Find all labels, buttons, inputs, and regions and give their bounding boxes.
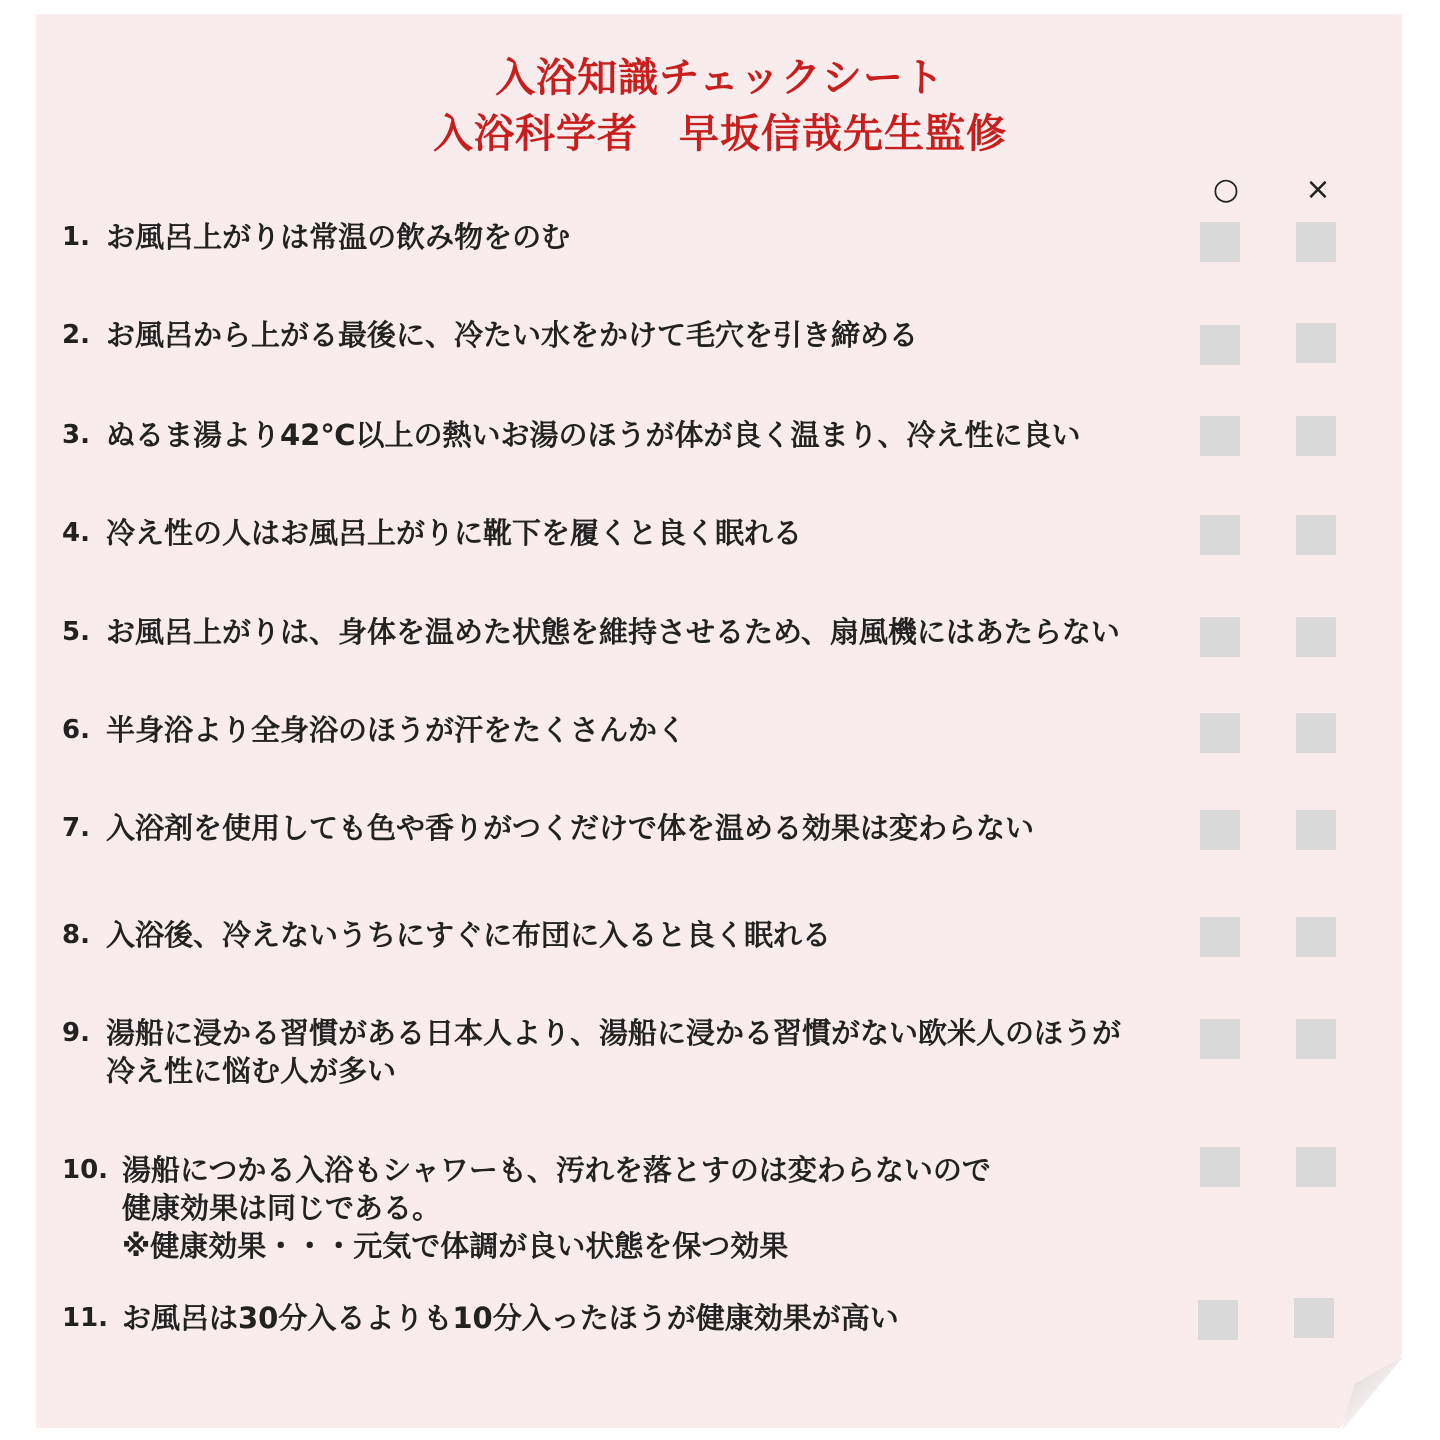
question-2-number: 2.	[62, 320, 90, 350]
question-11-correct-checkbox[interactable]	[1198, 1300, 1238, 1340]
question-8-incorrect-checkbox[interactable]	[1296, 917, 1336, 957]
question-10-correct-checkbox[interactable]	[1200, 1147, 1240, 1187]
column-header-incorrect: ×	[1305, 172, 1331, 207]
question-7-incorrect-checkbox[interactable]	[1296, 810, 1336, 850]
question-10-text: 湯船につかる入浴もシャワーも、汚れを落とすのは変わらないので 健康効果は同じである。 ※健康効果・・・元気で体調が良い状態を保つ効果	[122, 1153, 991, 1263]
question-4-incorrect-checkbox[interactable]	[1296, 515, 1336, 555]
question-3-number: 3.	[62, 420, 90, 450]
question-5-text: お風呂上がりは、身体を温めた状態を維持させるため、扇風機にはあたらない	[106, 615, 1120, 649]
column-header-correct: ○	[1212, 172, 1240, 207]
question-8-correct-checkbox[interactable]	[1200, 917, 1240, 957]
question-8-number: 8.	[62, 920, 90, 950]
question-10-number: 10.	[62, 1155, 109, 1185]
sheet-subtitle: 入浴科学者 早坂信哉先生監修	[433, 111, 1007, 157]
question-11-incorrect-checkbox[interactable]	[1294, 1298, 1334, 1338]
question-9-correct-checkbox[interactable]	[1200, 1019, 1240, 1059]
question-7-correct-checkbox[interactable]	[1200, 810, 1240, 850]
question-6-text: 半身浴より全身浴のほうが汗をたくさんかく	[106, 713, 687, 747]
question-2-correct-checkbox[interactable]	[1200, 325, 1240, 365]
question-3-correct-checkbox[interactable]	[1200, 416, 1240, 456]
question-1-incorrect-checkbox[interactable]	[1296, 222, 1336, 262]
sheet-title: 入浴知識チェックシート	[495, 55, 945, 101]
question-3-text: ぬるま湯より42℃以上の熱いお湯のほうが体が良く温まり、冷え性に良い	[106, 418, 1081, 452]
question-4-correct-checkbox[interactable]	[1200, 515, 1240, 555]
question-7-text: 入浴剤を使用しても色や香りがつくだけで体を温める効果は変わらない	[106, 811, 1035, 845]
question-9-text: 湯船に浸かる習慣がある日本人より、湯船に浸かる習慣がない欧米人のほうが 冷え性に悩む人が多い	[106, 1016, 1122, 1088]
question-7-number: 7.	[62, 813, 90, 843]
question-5-incorrect-checkbox[interactable]	[1296, 617, 1336, 657]
question-9-number: 9.	[62, 1018, 90, 1048]
question-8-text: 入浴後、冷えないうちにすぐに布団に入ると良く眠れる	[106, 918, 832, 952]
question-9-incorrect-checkbox[interactable]	[1296, 1019, 1336, 1059]
question-6-number: 6.	[62, 715, 90, 745]
question-6-incorrect-checkbox[interactable]	[1296, 713, 1336, 753]
question-1-correct-checkbox[interactable]	[1200, 222, 1240, 262]
question-11-number: 11.	[62, 1303, 109, 1333]
question-4-text: 冷え性の人はお風呂上がりに靴下を履くと良く眠れる	[106, 516, 803, 550]
question-2-incorrect-checkbox[interactable]	[1296, 323, 1336, 363]
question-10-incorrect-checkbox[interactable]	[1296, 1147, 1336, 1187]
question-11-text: お風呂は30分入るよりも10分入ったほうが健康効果が高い	[122, 1301, 899, 1335]
question-4-number: 4.	[62, 518, 90, 548]
question-5-number: 5.	[62, 617, 90, 647]
question-1-number: 1.	[62, 222, 90, 252]
question-3-incorrect-checkbox[interactable]	[1296, 416, 1336, 456]
question-5-correct-checkbox[interactable]	[1200, 617, 1240, 657]
question-1-text: お風呂上がりは常温の飲み物をのむ	[96, 220, 571, 254]
question-2-text: お風呂から上がる最後に、冷たい水をかけて毛穴を引き締める	[106, 318, 919, 352]
question-6-correct-checkbox[interactable]	[1200, 713, 1240, 753]
